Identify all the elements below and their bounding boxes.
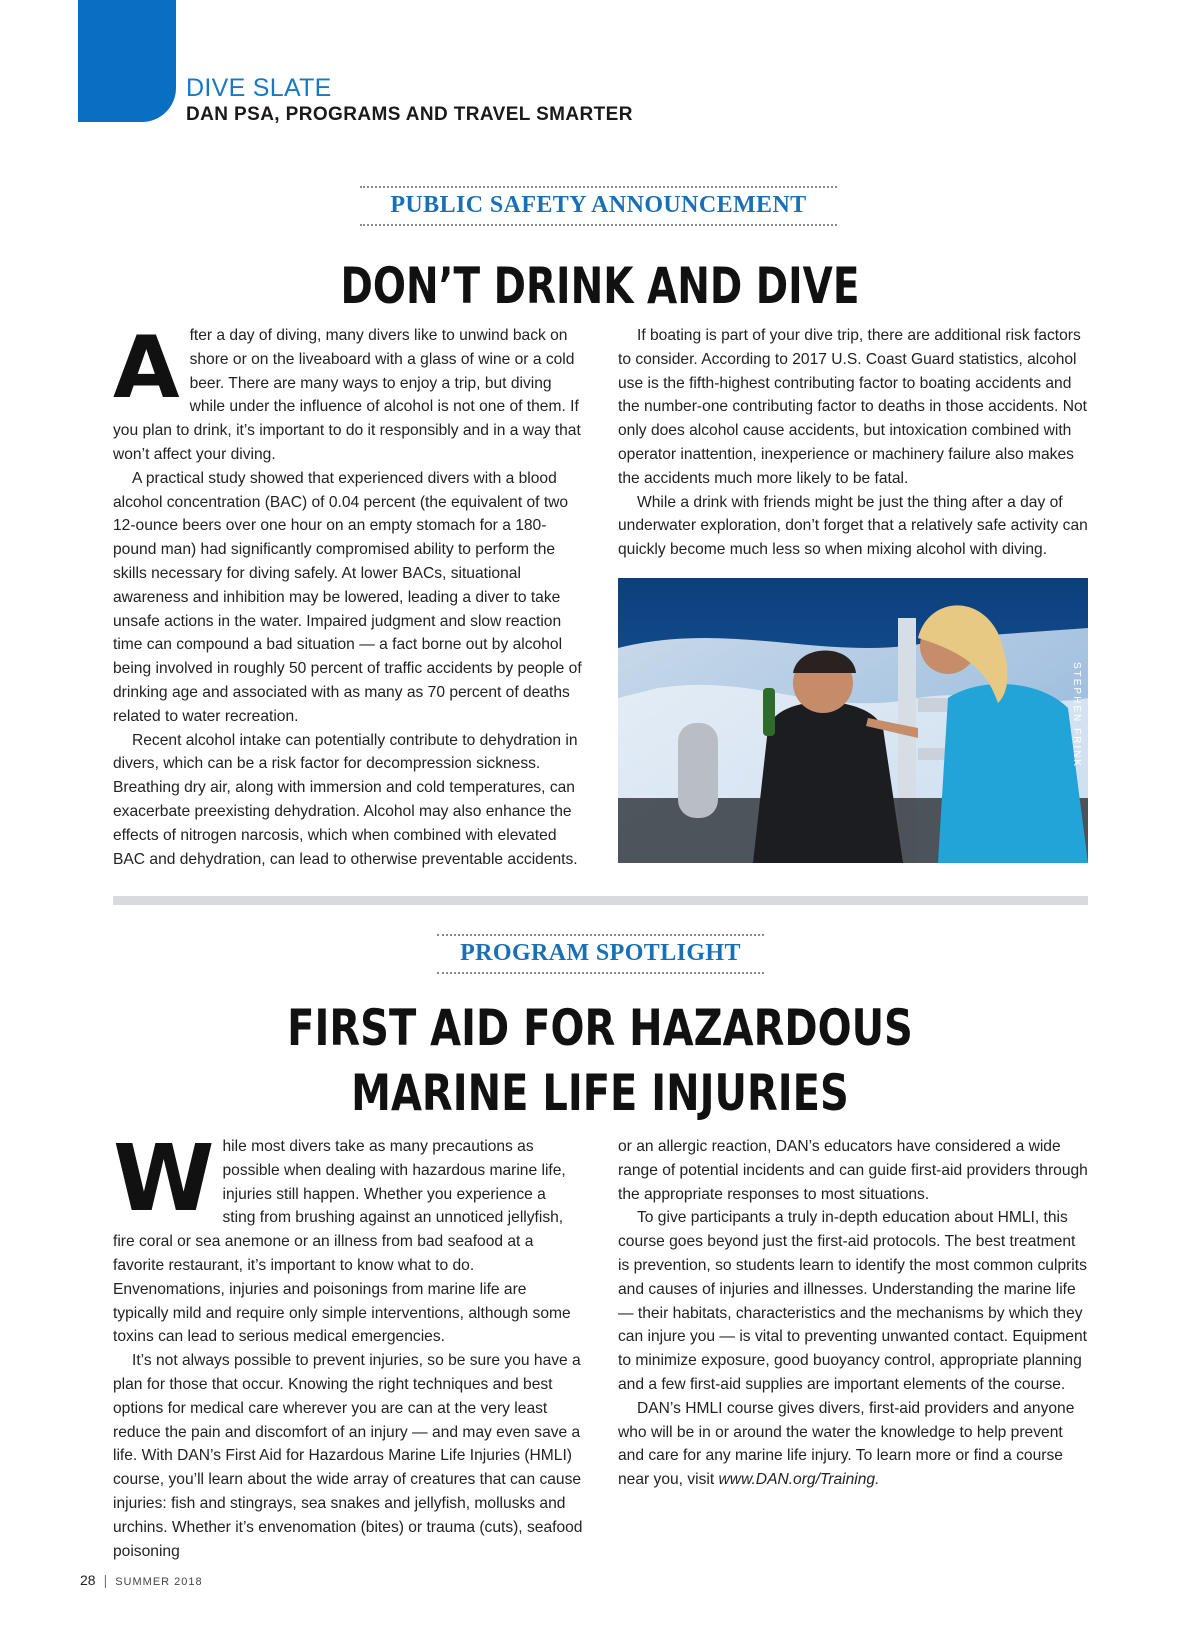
spotlight-left-column [113, 1125, 583, 1563]
psa-paragraph-5: While a drink with friends might be just the thing after a day of underwater exploration, don’t forget that a relatively safe activity can quickly become much less so when mixing alcohol with diving. [618, 493, 1088, 559]
section-tab-block [78, 0, 176, 122]
spotlight-paragraph-4: To give participants a truly in-depth education about HMLI, this course goes beyond just the first-aid protocols. The best treatment is prevention, so students learn to identify the most common culprits and causes of injuries and illnesses. Understanding the marine life — their habitats, characteristics and the mechanisms by which they can injure you — is vital to preventing unwanted contact. Equipment to minimize exposure, good buoyancy control, appropriate planning and a few first-aid supplies are important elements of the course. [618, 1209, 1087, 1393]
section-kicker: DIVE SLATE [186, 74, 332, 102]
psa-right-column [618, 324, 1088, 562]
page-footer [80, 1572, 203, 1588]
psa-paragraph-3: Recent alcohol intake can potentially contribute to dehydration in divers, which can be a risk factor for decompression sickness. Breathing dry air, along with immersion and cold temperatures, can exacerbate preexisting dehydration. Alcohol may also enhance the effects of nitrogen narcosis, which when combined with elevated BAC and dehydration, can lead to otherwise preventable accidents. [113, 731, 578, 868]
footer-separator: | [103, 1572, 108, 1588]
spotlight-paragraph-2: It’s not always possible to prevent injuries, so be sure you have a plan for those that occur. Knowing the right techniques and best options for medical care wherever you are can at the very least reduce the pain and discomfort of an injury — and may even save a life. With DAN’s First Aid for Hazardous Marine Life Injuries (HMLI) course, you’ll learn about the wide array of creatures that can cause injuries: fish and stingrays, sea snakes and jellyfish, mollusks and urchins. Whether it’s envenomation (bites) or trauma (cuts), seafood poisoning [113, 1352, 583, 1560]
spotlight-right-column [618, 1135, 1088, 1492]
spotlight-paragraph-1: While most divers take as many precautions as possible when dealing with hazardous marine life, injuries still happen. Whether you experience a sting from brushing against an unnoticed jellyfish, fire coral or sea anemone or an illness from bad seafood at a favorite restaurant, it’s important to know what to do. Envenomations, injuries and poisonings from marine life are typically mild and require only simple interventions, although some toxins can lead to serious medical emergencies. [113, 1125, 571, 1346]
boat-photo-illustration [618, 578, 1088, 863]
psa-paragraph-1: After a day of diving, many divers like to unwind back on shore or on the liveaboard with a glass of wine or a cold beer. There are many ways to enjoy a trip, but diving while under the influence of alcohol is not one of them. If you plan to drink, it’s important to do it responsibly and in a way that won’t affect your diving. [113, 318, 581, 463]
spotlight-paragraph-3: or an allergic reaction, DAN’s educators have considered a wide range of potential incidents and can guide first-aid providers through the appropriate responses to most situations. [618, 1138, 1088, 1203]
psa-paragraph-4: If boating is part of your dive trip, there are additional risk factors to consider. According to 2017 U.S. Coast Guard statistics, alcohol use is the fifth-highest contributing factor to boating accidents and the number-one contributing factor to deaths in those accidents. Not only does alcohol cause accidents, but intoxication combined with operator inattention, inexperience or machinery failure also makes the accidents much more likely to be fatal. [618, 327, 1087, 487]
psa-headline: DON’T DRINK AND DIVE [340, 257, 860, 315]
spotlight-headline-line-1: FIRST AID FOR HAZARDOUS [287, 999, 913, 1057]
spotlight-headline-line-2: MARINE LIFE INJURIES [351, 1064, 849, 1122]
psa-left-column [113, 318, 583, 871]
spotlight-paragraph-5: DAN’s HMLI course gives divers, first-aid providers and anyone who will be in or around the water the knowledge to help prevent and care for any marine life injury. To learn more or find a course near you, visit www.DAN.org/Training. [618, 1399, 1075, 1489]
section-divider [113, 896, 1088, 905]
spotlight-dropcap: W [113, 1125, 215, 1232]
training-link[interactable]: www.DAN.org/Training. [718, 1471, 880, 1489]
psa-dropcap: A [113, 318, 180, 418]
boat-photo [618, 578, 1088, 863]
page-number: 28 [80, 1572, 96, 1588]
photo-credit: STEPHEN FRINK [1071, 661, 1082, 768]
spotlight-section-label: PROGRAM SPOTLIGHT [437, 934, 764, 974]
issue-date: SUMMER 2018 [115, 1576, 203, 1588]
section-subkicker: DAN PSA, PROGRAMS AND TRAVEL SMARTER [186, 104, 633, 125]
psa-paragraph-2: A practical study showed that experienced divers with a blood alcohol concentration (BAC) of 0.04 percent (the equivalent of two 12-ounce beers over one hour on an empty stomach for a 180-pound man) had significantly compromised ability to perform the skills necessary for diving safely. At lower BACs, situational awareness and inhibition may be lowered, leading a diver to take unsafe actions in the water. Impaired judgment and slow reaction time can compound a bad situation — a fact borne out by alcohol being involved in roughly 50 percent of traffic accidents by people of drinking age and associated with as many as 70 percent of deaths related to water recreation. [113, 469, 582, 725]
psa-section-label: PUBLIC SAFETY ANNOUNCEMENT [360, 186, 837, 226]
